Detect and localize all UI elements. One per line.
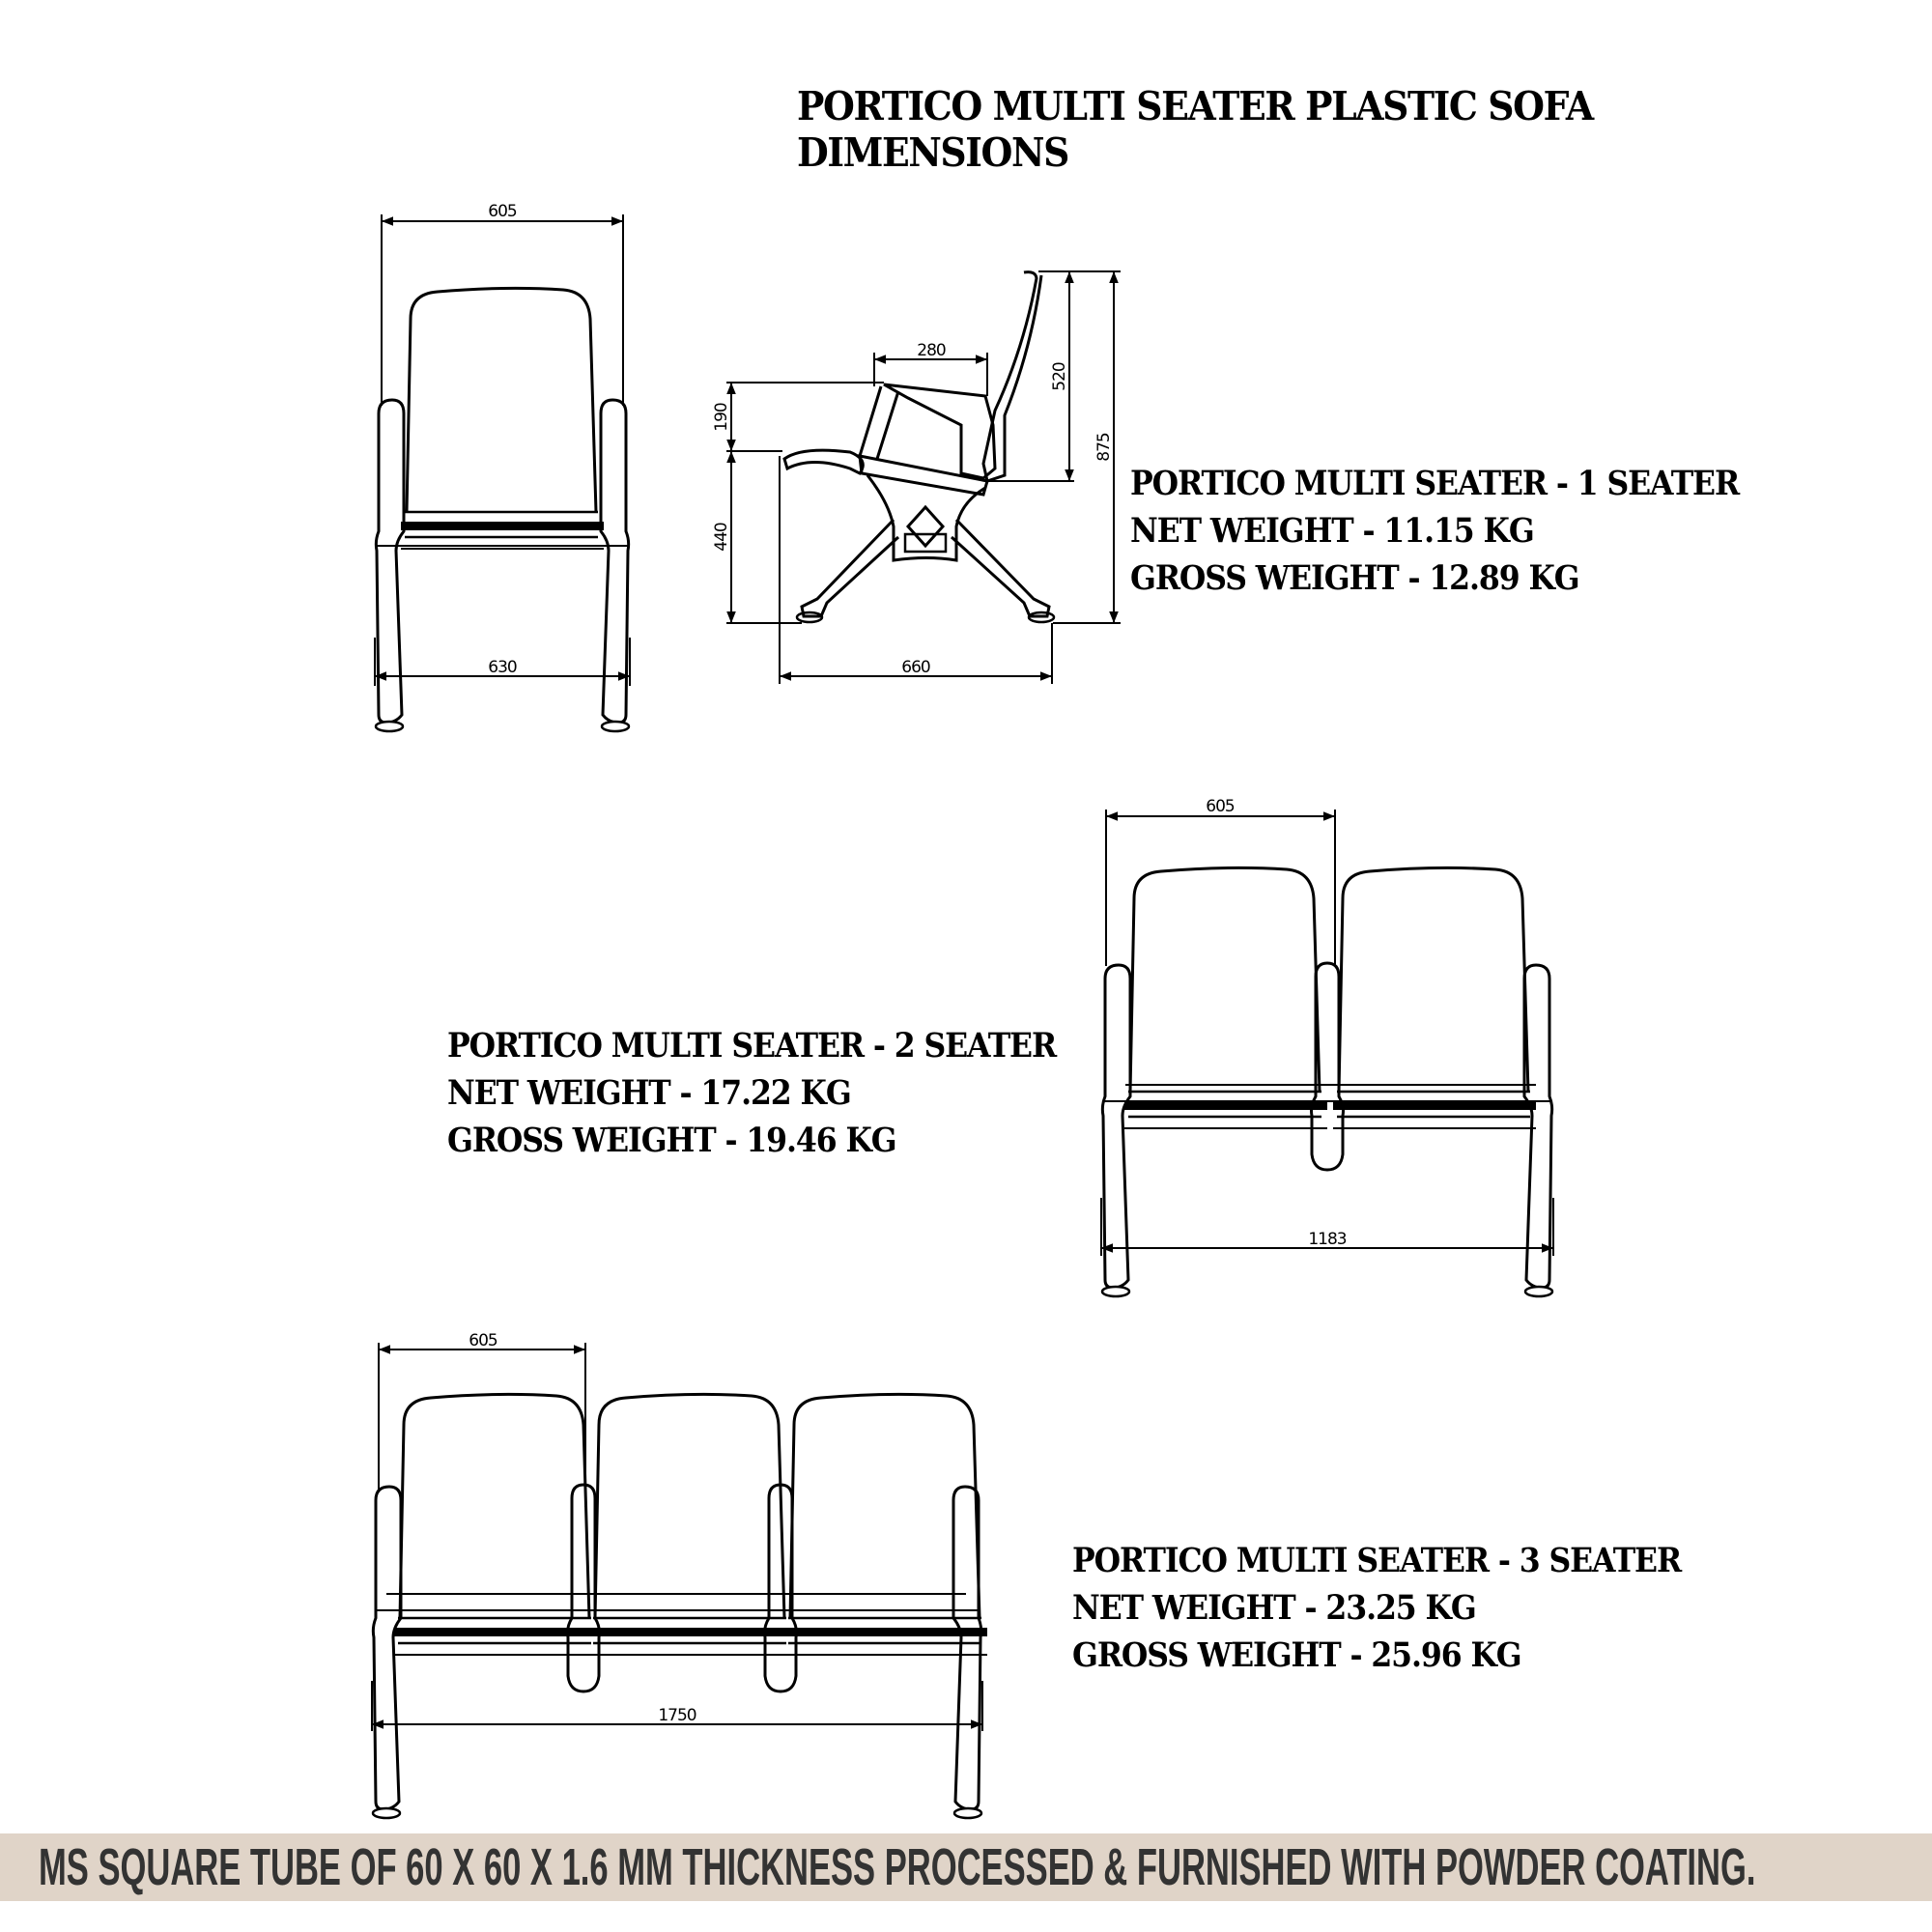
one-seater-gross-weight: GROSS WEIGHT - 12.89 KG [1130,558,1579,598]
dim-seat-width: 605 [1206,797,1235,816]
two-seater-net-weight: NET WEIGHT - 17.22 KG [447,1073,851,1113]
one-seater-side-view [784,272,1054,622]
side-view-dimensions [726,271,1121,684]
dim-backrest-height: 520 [1050,362,1069,391]
dim-overall-width: 1183 [1308,1230,1347,1249]
two-seater-gross-weight: GROSS WEIGHT - 19.46 KG [447,1121,896,1160]
dim-seat-width: 605 [488,202,517,221]
two-seater-specs [447,1022,1056,1164]
dim-overall-width: 630 [488,658,517,677]
dim-seat-width: 605 [469,1331,497,1350]
dim-seat-height: 440 [712,523,731,552]
dim-overall-width: 1750 [658,1706,696,1725]
one-seater-specs [1130,460,1739,602]
three-seater-front-view [372,1331,987,1818]
three-seater-gross-weight: GROSS WEIGHT - 25.96 KG [1072,1635,1521,1675]
material-banner-text: MS SQUARE TUBE OF 60 X 60 X 1.6 MM THICKNESS PROCESSED & FURNISHED WITH POWDER COATING. [39,1838,1756,1896]
material-banner [0,1833,1932,1901]
two-seater-front-view [1101,797,1553,1296]
three-seater-net-weight: NET WEIGHT - 23.25 KG [1072,1588,1476,1628]
one-seater-name: PORTICO MULTI SEATER - 1 SEATER [1130,464,1740,503]
one-seater-front-view [375,202,630,731]
three-seater-specs [1072,1537,1681,1679]
title-line-1: PORTICO MULTI SEATER PLASTIC SOFA [797,83,1593,129]
two-seater-name: PORTICO MULTI SEATER - 2 SEATER [447,1026,1057,1065]
dim-overall-height: 875 [1094,433,1114,462]
title-line-2: DIMENSIONS [797,129,1069,176]
one-seater-net-weight: NET WEIGHT - 11.15 KG [1130,511,1534,551]
dim-armrest-height: 190 [712,403,731,432]
three-seater-name: PORTICO MULTI SEATER - 3 SEATER [1072,1541,1682,1580]
dim-overall-depth: 660 [901,658,930,677]
dim-armrest-depth: 280 [917,341,946,360]
